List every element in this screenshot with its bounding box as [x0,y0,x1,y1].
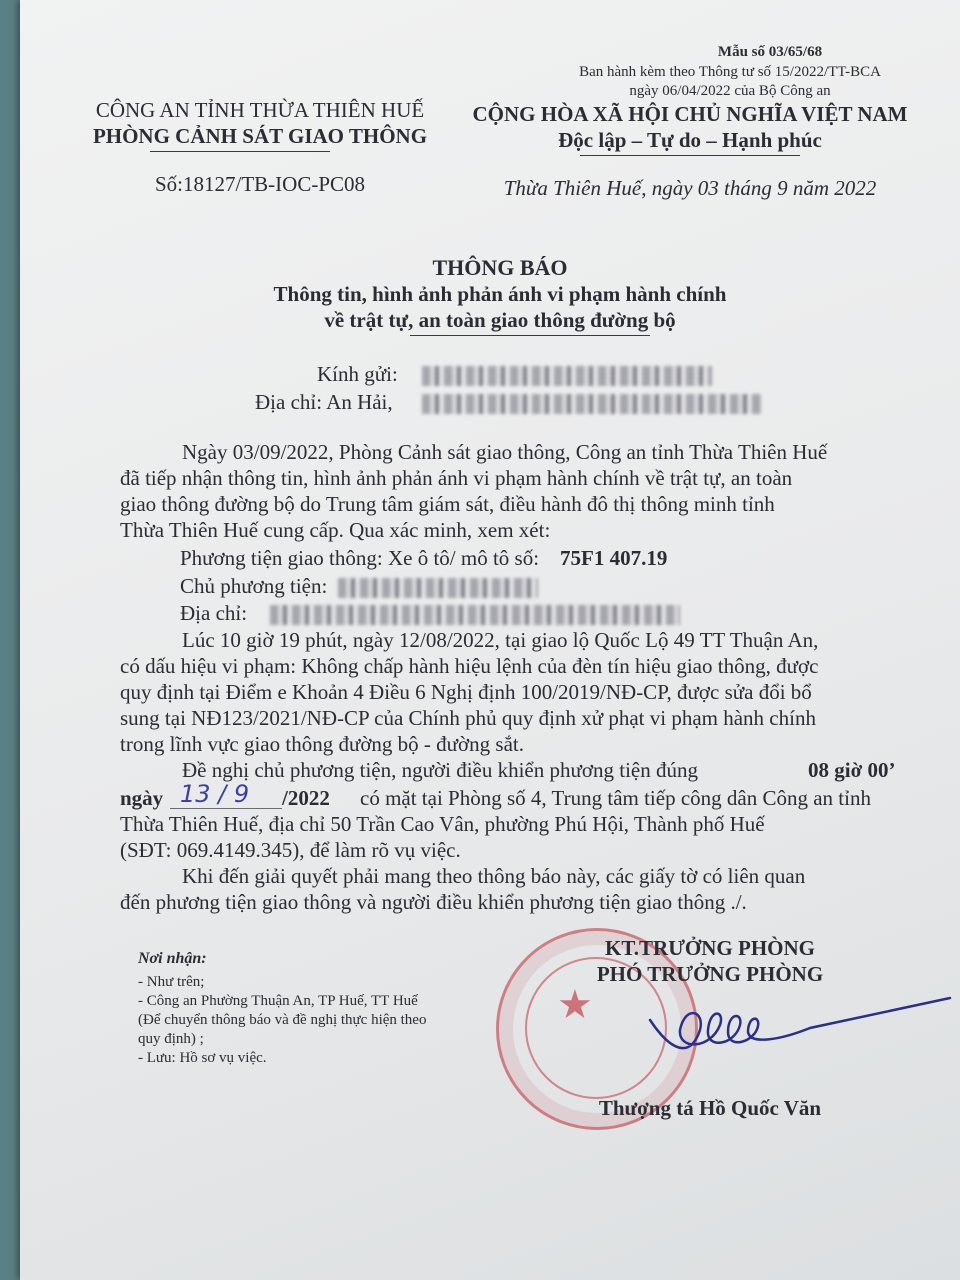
paragraph-2-line-1: Lúc 10 giờ 19 phút, ngày 12/08/2022, tại giao lộ Quốc Lộ 49 TT Thuận An, [182,628,819,652]
recipient-item-3a: (Để chuyển thông báo và đề nghị thực hiện theo [138,1012,427,1028]
paragraph-1-line-1: Ngày 03/09/2022, Phòng Cảnh sát giao thông, Công an tỉnh Thừa Thiên Huế [182,440,828,464]
form-issue-line-2: ngày 06/04/2022 của Bộ Công an [629,83,831,99]
agency-underline [150,151,330,152]
agency-name: PHÒNG CẢNH SÁT GIAO THÔNG [92,124,428,148]
place-date: Thừa Thiên Huế, ngày 03 tháng 9 năm 2022 [503,176,877,200]
appointment-time: 08 giờ 00’ [808,758,896,782]
handwritten-date: 13 / 9 [180,780,250,808]
redacted-owner-name [338,578,538,598]
document-subtitle-1: Thông tin, hình ảnh phản ánh vi phạm hành chính [273,282,727,306]
recipient-item-3b: quy định) ; [138,1031,204,1047]
document-number: Số:18127/TB-IOC-PC08 [154,172,366,196]
agency-parent: CÔNG AN TỈNH THỪA THIÊN HUẾ [95,98,425,122]
national-motto: Độc lập – Tự do – Hạnh phúc [558,128,822,152]
paragraph-1-line-2: đã tiếp nhận thông tin, hình ảnh phản ánh vi phạm hành chính về trật tự, an toàn [120,466,793,490]
appointment-year: /2022 [282,786,330,810]
paragraph-4-line-1: Khi đến giải quyết phải mang theo thông báo này, các giấy tờ có liên quan [182,864,806,888]
paragraph-3-line-2: có mặt tại Phòng số 4, Trung tâm tiếp công dân Công an tỉnh [360,786,871,810]
recipients-label: Nơi nhận: [138,950,207,967]
appointment-day-label: ngày [120,786,164,810]
form-issue-line-1: Ban hành kèm theo Thông tư số 15/2022/TT-BCA [579,64,881,80]
motto-underline [580,155,800,156]
vehicle-plate: 75F1 407.19 [560,546,668,570]
owner-address-label: Địa chỉ: [180,601,248,625]
recipient-label: Kính gửi: [317,362,398,386]
paragraph-2-line-4: sung tại NĐ123/2021/NĐ-CP của Chính phủ quy định xử phạt vi phạm hành chính [120,706,816,730]
paragraph-3-line-3: Thừa Thiên Huế, địa chỉ 50 Trần Cao Vân, phường Phú Hội, Thành phố Huế [120,812,765,836]
date-blank-underline [170,808,282,809]
document-title: THÔNG BÁO [432,255,568,280]
recipient-item-1: - Như trên; [138,974,205,990]
paragraph-4-line-2: đến phương tiện giao thông và người điều khiển phương tiện giao thông ./. [120,890,747,914]
paragraph-1-line-4: Thừa Thiên Huế cung cấp. Qua xác minh, xem xét: [120,518,551,542]
form-number: Mẫu số 03/65/68 [717,44,823,60]
title-underline [410,335,650,336]
recipient-item-4: - Lưu: Hồ sơ vụ việc. [138,1050,267,1066]
star-icon: ★ [557,982,593,1027]
nation-name: CỘNG HÒA XÃ HỘI CHỦ NGHĨA VIỆT NAM [472,102,908,126]
redacted-owner-address [270,605,680,625]
document-page [20,0,960,1280]
recipient-item-2: - Công an Phường Thuận An, TP Huế, TT Huế [138,993,418,1009]
paragraph-2-line-2: có dấu hiệu vi phạm: Không chấp hành hiệu lệnh của đèn tín hiệu giao thông, được [120,654,819,678]
paragraph-3-line-4: (SĐT: 069.4149.345), để làm rõ vụ việc. [120,838,461,862]
owner-label: Chủ phương tiện: [180,574,328,598]
paragraph-2-line-5: trong lĩnh vực giao thông đường bộ - đường sắt. [120,732,524,756]
paragraph-2-line-3: quy định tại Điểm e Khoản 4 Điều 6 Nghị định 100/2019/NĐ-CP, được sửa đổi bổ [120,680,812,704]
recipient-address-label: Địa chỉ: An Hải, [255,390,393,414]
redacted-recipient-address [422,394,762,414]
document-subtitle-2: về trật tự, an toàn giao thông đường bộ [324,308,676,332]
signer-name: Thượng tá Hồ Quốc Văn [598,1096,822,1120]
signature-title-1: KT.TRƯỞNG PHÒNG [605,936,815,960]
redacted-recipient-name [422,366,712,386]
paragraph-1-line-3: giao thông đường bộ do Trung tâm giám sát, điều hành đô thị thông minh tỉnh [120,492,775,516]
signature-title-2: PHÓ TRƯỞNG PHÒNG [596,962,824,986]
handwritten-signature [630,990,960,1070]
vehicle-label: Phương tiện giao thông: Xe ô tô/ mô tô số: [180,546,540,570]
paragraph-3-line-1: Đề nghị chủ phương tiện, người điều khiển phương tiện đúng [182,758,698,782]
